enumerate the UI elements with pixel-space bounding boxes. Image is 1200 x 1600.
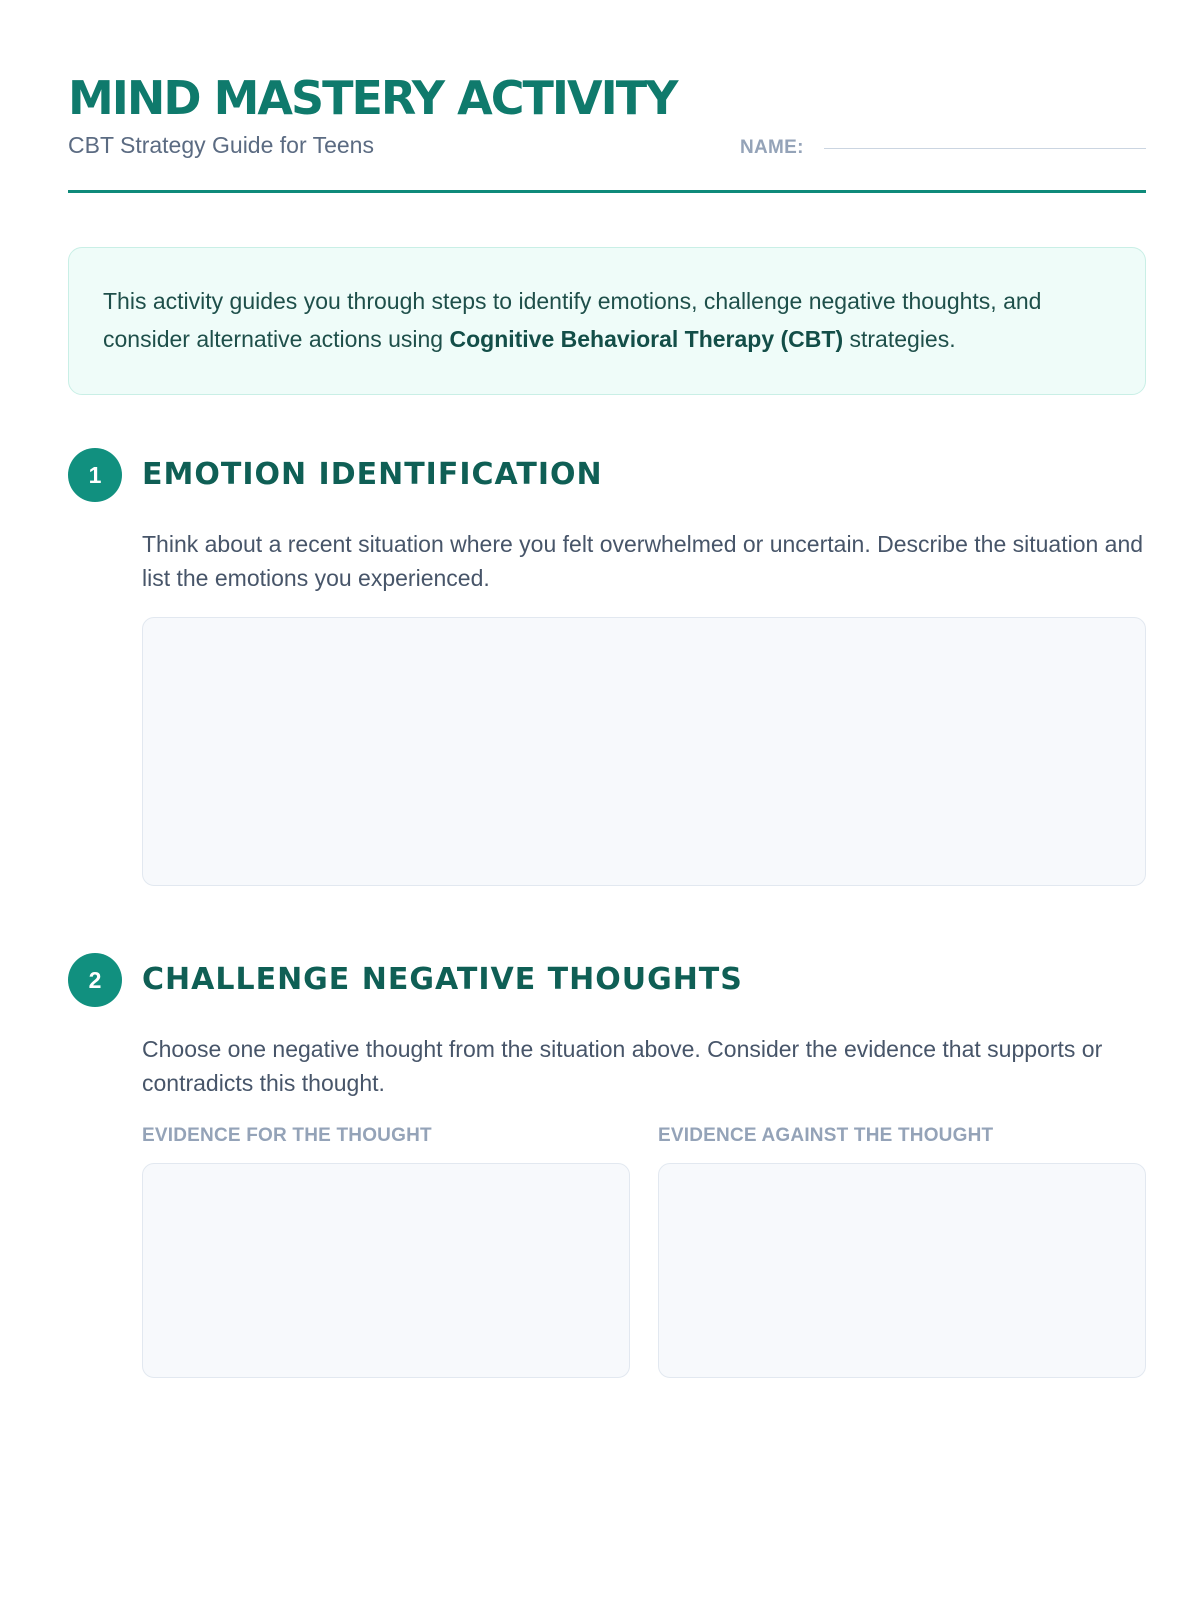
emotion-answer-box[interactable] — [142, 617, 1146, 886]
worksheet-page — [68, 0, 1146, 1146]
name-field[interactable] — [740, 136, 1146, 162]
step-number-badge: 1 — [68, 448, 122, 502]
section-title: CHALLENGE NEGATIVE THOUGHTS — [142, 962, 743, 997]
step-number-badge: 2 — [68, 953, 122, 1007]
section-2-instructions: Choose one negative thought from the situation above. Consider the evidence that supports or contradicts this thought. — [142, 1036, 1103, 1096]
name-input-line[interactable] — [824, 148, 1146, 149]
section-1-header — [68, 448, 1146, 502]
intro-text-end: strategies. — [843, 326, 956, 352]
intro-text: This activity guides you through steps to identify emotions, challenge negative thoughts, and consider alternative actions using — [103, 288, 1042, 352]
section-2-header — [68, 953, 1146, 1007]
page-subtitle: CBT Strategy Guide for Teens — [68, 132, 374, 158]
intro-box — [68, 247, 1146, 395]
intro-highlight: Cognitive Behavioral Therapy (CBT) — [449, 326, 844, 352]
evidence-for-label: EVIDENCE FOR THE THOUGHT — [142, 1125, 432, 1146]
section-1-instructions: Think about a recent situation where you felt overwhelmed or uncertain. Describe the situation and list the emotions you experienced. — [142, 531, 1144, 591]
name-label: NAME: — [740, 137, 804, 158]
evidence-for-box[interactable] — [142, 1163, 630, 1378]
worksheet-header — [68, 0, 1146, 193]
evidence-against-box[interactable] — [658, 1163, 1146, 1378]
page-title: MIND MASTERY ACTIVITY — [68, 71, 677, 125]
evidence-against-label: EVIDENCE AGAINST THE THOUGHT — [658, 1125, 994, 1146]
section-title: EMOTION IDENTIFICATION — [142, 457, 603, 492]
